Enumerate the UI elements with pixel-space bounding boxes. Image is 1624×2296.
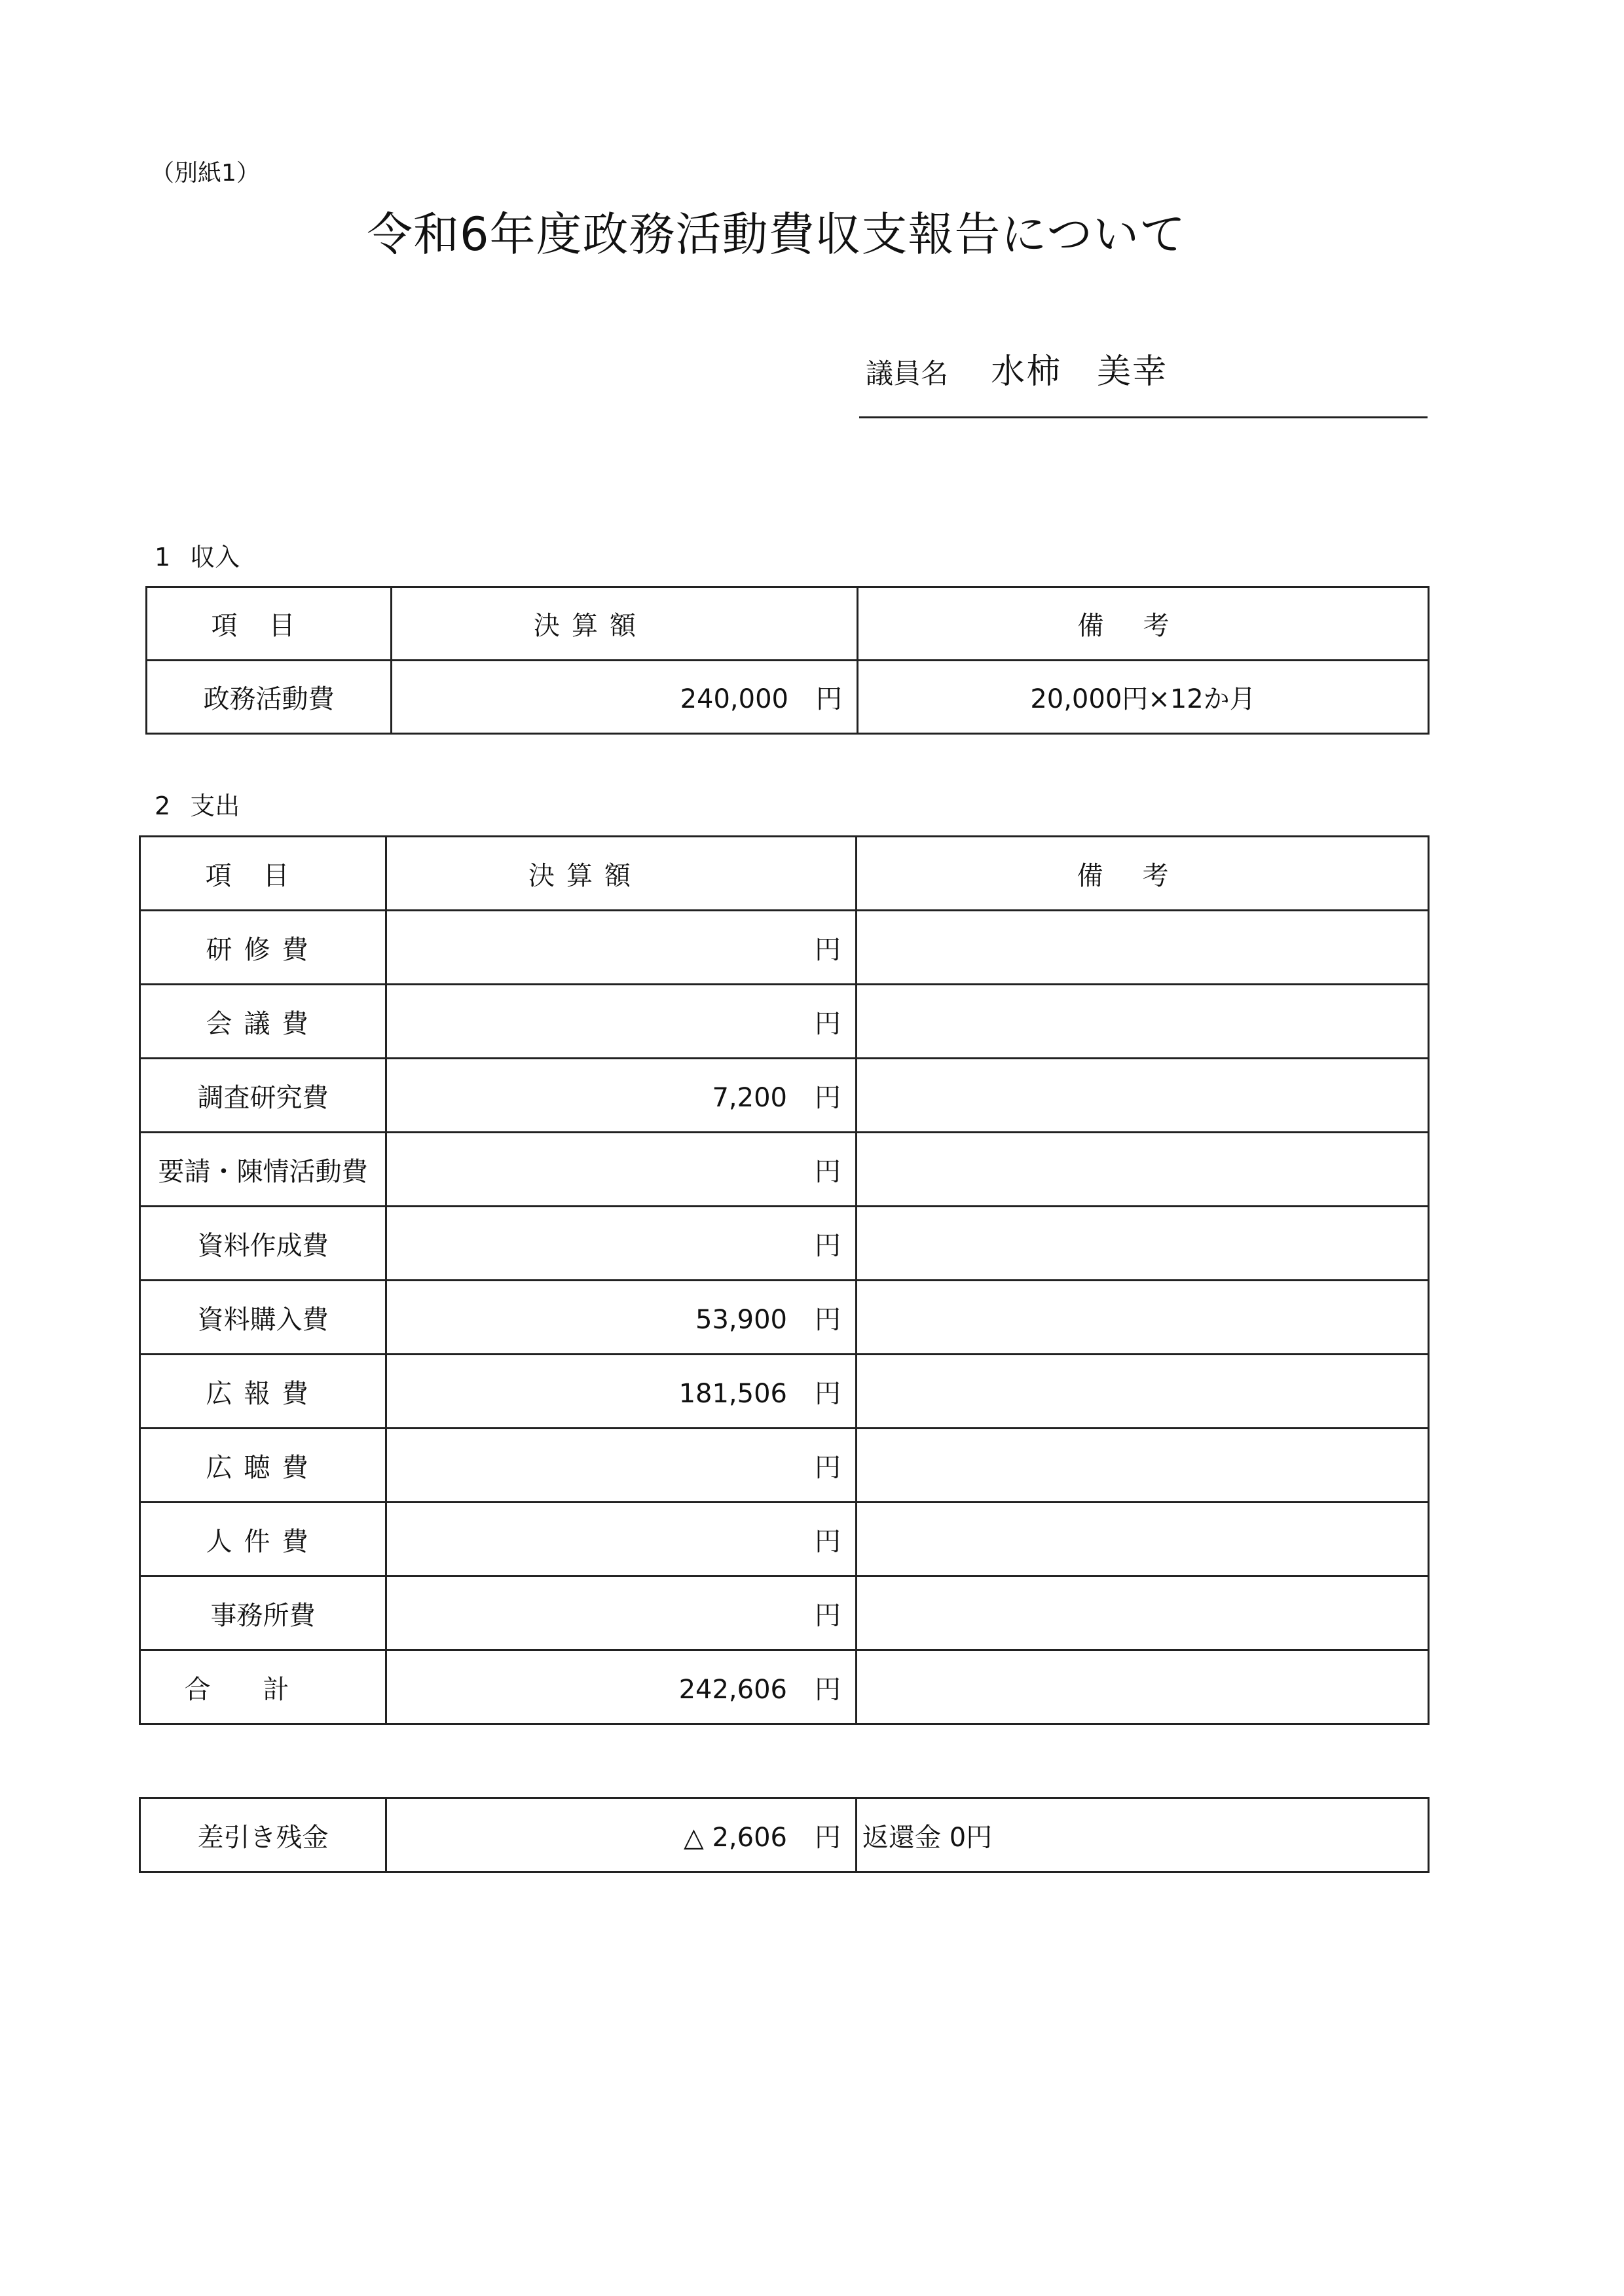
table-row <box>140 985 1429 1059</box>
income-header-note: 備考 <box>858 587 1429 661</box>
expenditure-header-item: 項目 <box>140 837 386 911</box>
row-note <box>857 1207 1429 1281</box>
income-header-item: 項目 <box>147 587 392 661</box>
row-amount: 7,200 <box>712 1082 787 1113</box>
row-note <box>857 1281 1429 1355</box>
row-note: 20,000円×12か月 <box>858 661 1429 734</box>
income-table <box>145 586 1430 735</box>
row-unit: 円 <box>815 1008 841 1039</box>
expenditure-table <box>139 835 1430 1725</box>
row-item: 人件費 <box>140 1503 386 1576</box>
row-item: 政務活動費 <box>147 661 392 734</box>
table-row <box>140 911 1429 985</box>
row-item: 資料作成費 <box>140 1207 386 1281</box>
table-row <box>140 1281 1429 1355</box>
table-row <box>140 1576 1429 1650</box>
row-unit: 円 <box>815 1304 841 1335</box>
row-unit: 円 <box>815 1600 841 1631</box>
row-item: 広聴費 <box>140 1429 386 1503</box>
row-item: 会議費 <box>140 985 386 1059</box>
annex-label: （別紙1） <box>151 160 260 187</box>
row-amount-cell <box>386 911 857 985</box>
row-item: 資料購入費 <box>140 1281 386 1355</box>
expenditure-section-number: 2 <box>155 792 171 820</box>
income-header-amount: 決算額 <box>392 587 858 661</box>
member-label: 議員名 <box>866 357 949 390</box>
table-row <box>140 1503 1429 1576</box>
row-item: 要請・陳情活動費 <box>140 1133 386 1207</box>
row-note <box>857 911 1429 985</box>
row-unit: 円 <box>815 1230 841 1261</box>
row-item: 広報費 <box>140 1355 386 1429</box>
expenditure-section-heading <box>155 786 240 822</box>
row-amount-cell <box>386 985 857 1059</box>
row-note <box>857 1503 1429 1576</box>
row-note <box>857 985 1429 1059</box>
row-amount-cell <box>386 1576 857 1650</box>
row-item: 研修費 <box>140 911 386 985</box>
balance-label: 差引き残金 <box>140 1798 386 1872</box>
row-amount: 240,000 <box>680 684 788 714</box>
table-row <box>140 1207 1429 1281</box>
expenditure-section-title: 支出 <box>190 792 240 820</box>
row-unit: 円 <box>815 1082 841 1113</box>
income-section-number: 1 <box>155 543 171 572</box>
balance-row <box>140 1798 1429 1872</box>
row-unit: 円 <box>815 934 841 965</box>
table-row <box>140 1355 1429 1429</box>
expenditure-header-row <box>140 837 1429 911</box>
row-amount-cell <box>386 1059 857 1133</box>
row-unit: 円 <box>815 1156 841 1187</box>
row-amount: 181,506 <box>678 1378 787 1409</box>
total-row <box>140 1650 1429 1724</box>
row-note <box>857 1133 1429 1207</box>
row-item: 事務所費 <box>140 1576 386 1650</box>
row-amount-cell <box>386 1503 857 1576</box>
total-label: 合計 <box>140 1650 386 1724</box>
row-note <box>857 1576 1429 1650</box>
row-amount: 53,900 <box>695 1304 787 1335</box>
member-underline <box>859 416 1428 418</box>
total-note <box>857 1650 1429 1724</box>
table-row <box>140 1429 1429 1503</box>
balance-amount-cell <box>386 1798 857 1872</box>
row-amount-cell <box>386 1355 857 1429</box>
income-header-row <box>147 587 1429 661</box>
balance-table <box>139 1797 1430 1873</box>
table-row <box>147 661 1429 734</box>
table-row <box>140 1133 1429 1207</box>
row-note <box>857 1059 1429 1133</box>
member-name: 水柿 美幸 <box>991 352 1168 392</box>
page-title: 令和6年度政務活動費収支報告について <box>367 208 1187 261</box>
total-unit: 円 <box>815 1674 841 1705</box>
total-amount-cell <box>386 1650 857 1724</box>
income-section-title: 収入 <box>190 543 240 572</box>
row-amount-cell <box>386 1281 857 1355</box>
balance-unit: 円 <box>815 1822 841 1853</box>
income-section-heading <box>155 537 240 573</box>
row-amount-cell <box>392 661 858 734</box>
expenditure-header-note: 備考 <box>857 837 1429 911</box>
row-amount-cell <box>386 1207 857 1281</box>
row-amount-cell <box>386 1133 857 1207</box>
row-amount-cell <box>386 1429 857 1503</box>
table-row <box>140 1059 1429 1133</box>
row-note <box>857 1429 1429 1503</box>
total-amount: 242,606 <box>678 1674 787 1705</box>
row-unit: 円 <box>815 1378 841 1409</box>
balance-amount: △ 2,606 <box>684 1822 787 1853</box>
row-item: 調査研究費 <box>140 1059 386 1133</box>
row-unit: 円 <box>815 1526 841 1557</box>
balance-note: 返還金 0円 <box>857 1798 1429 1872</box>
expenditure-header-amount: 決算額 <box>386 837 857 911</box>
member-block <box>866 344 1168 393</box>
row-unit: 円 <box>815 1452 841 1483</box>
row-note <box>857 1355 1429 1429</box>
row-unit: 円 <box>816 684 842 714</box>
